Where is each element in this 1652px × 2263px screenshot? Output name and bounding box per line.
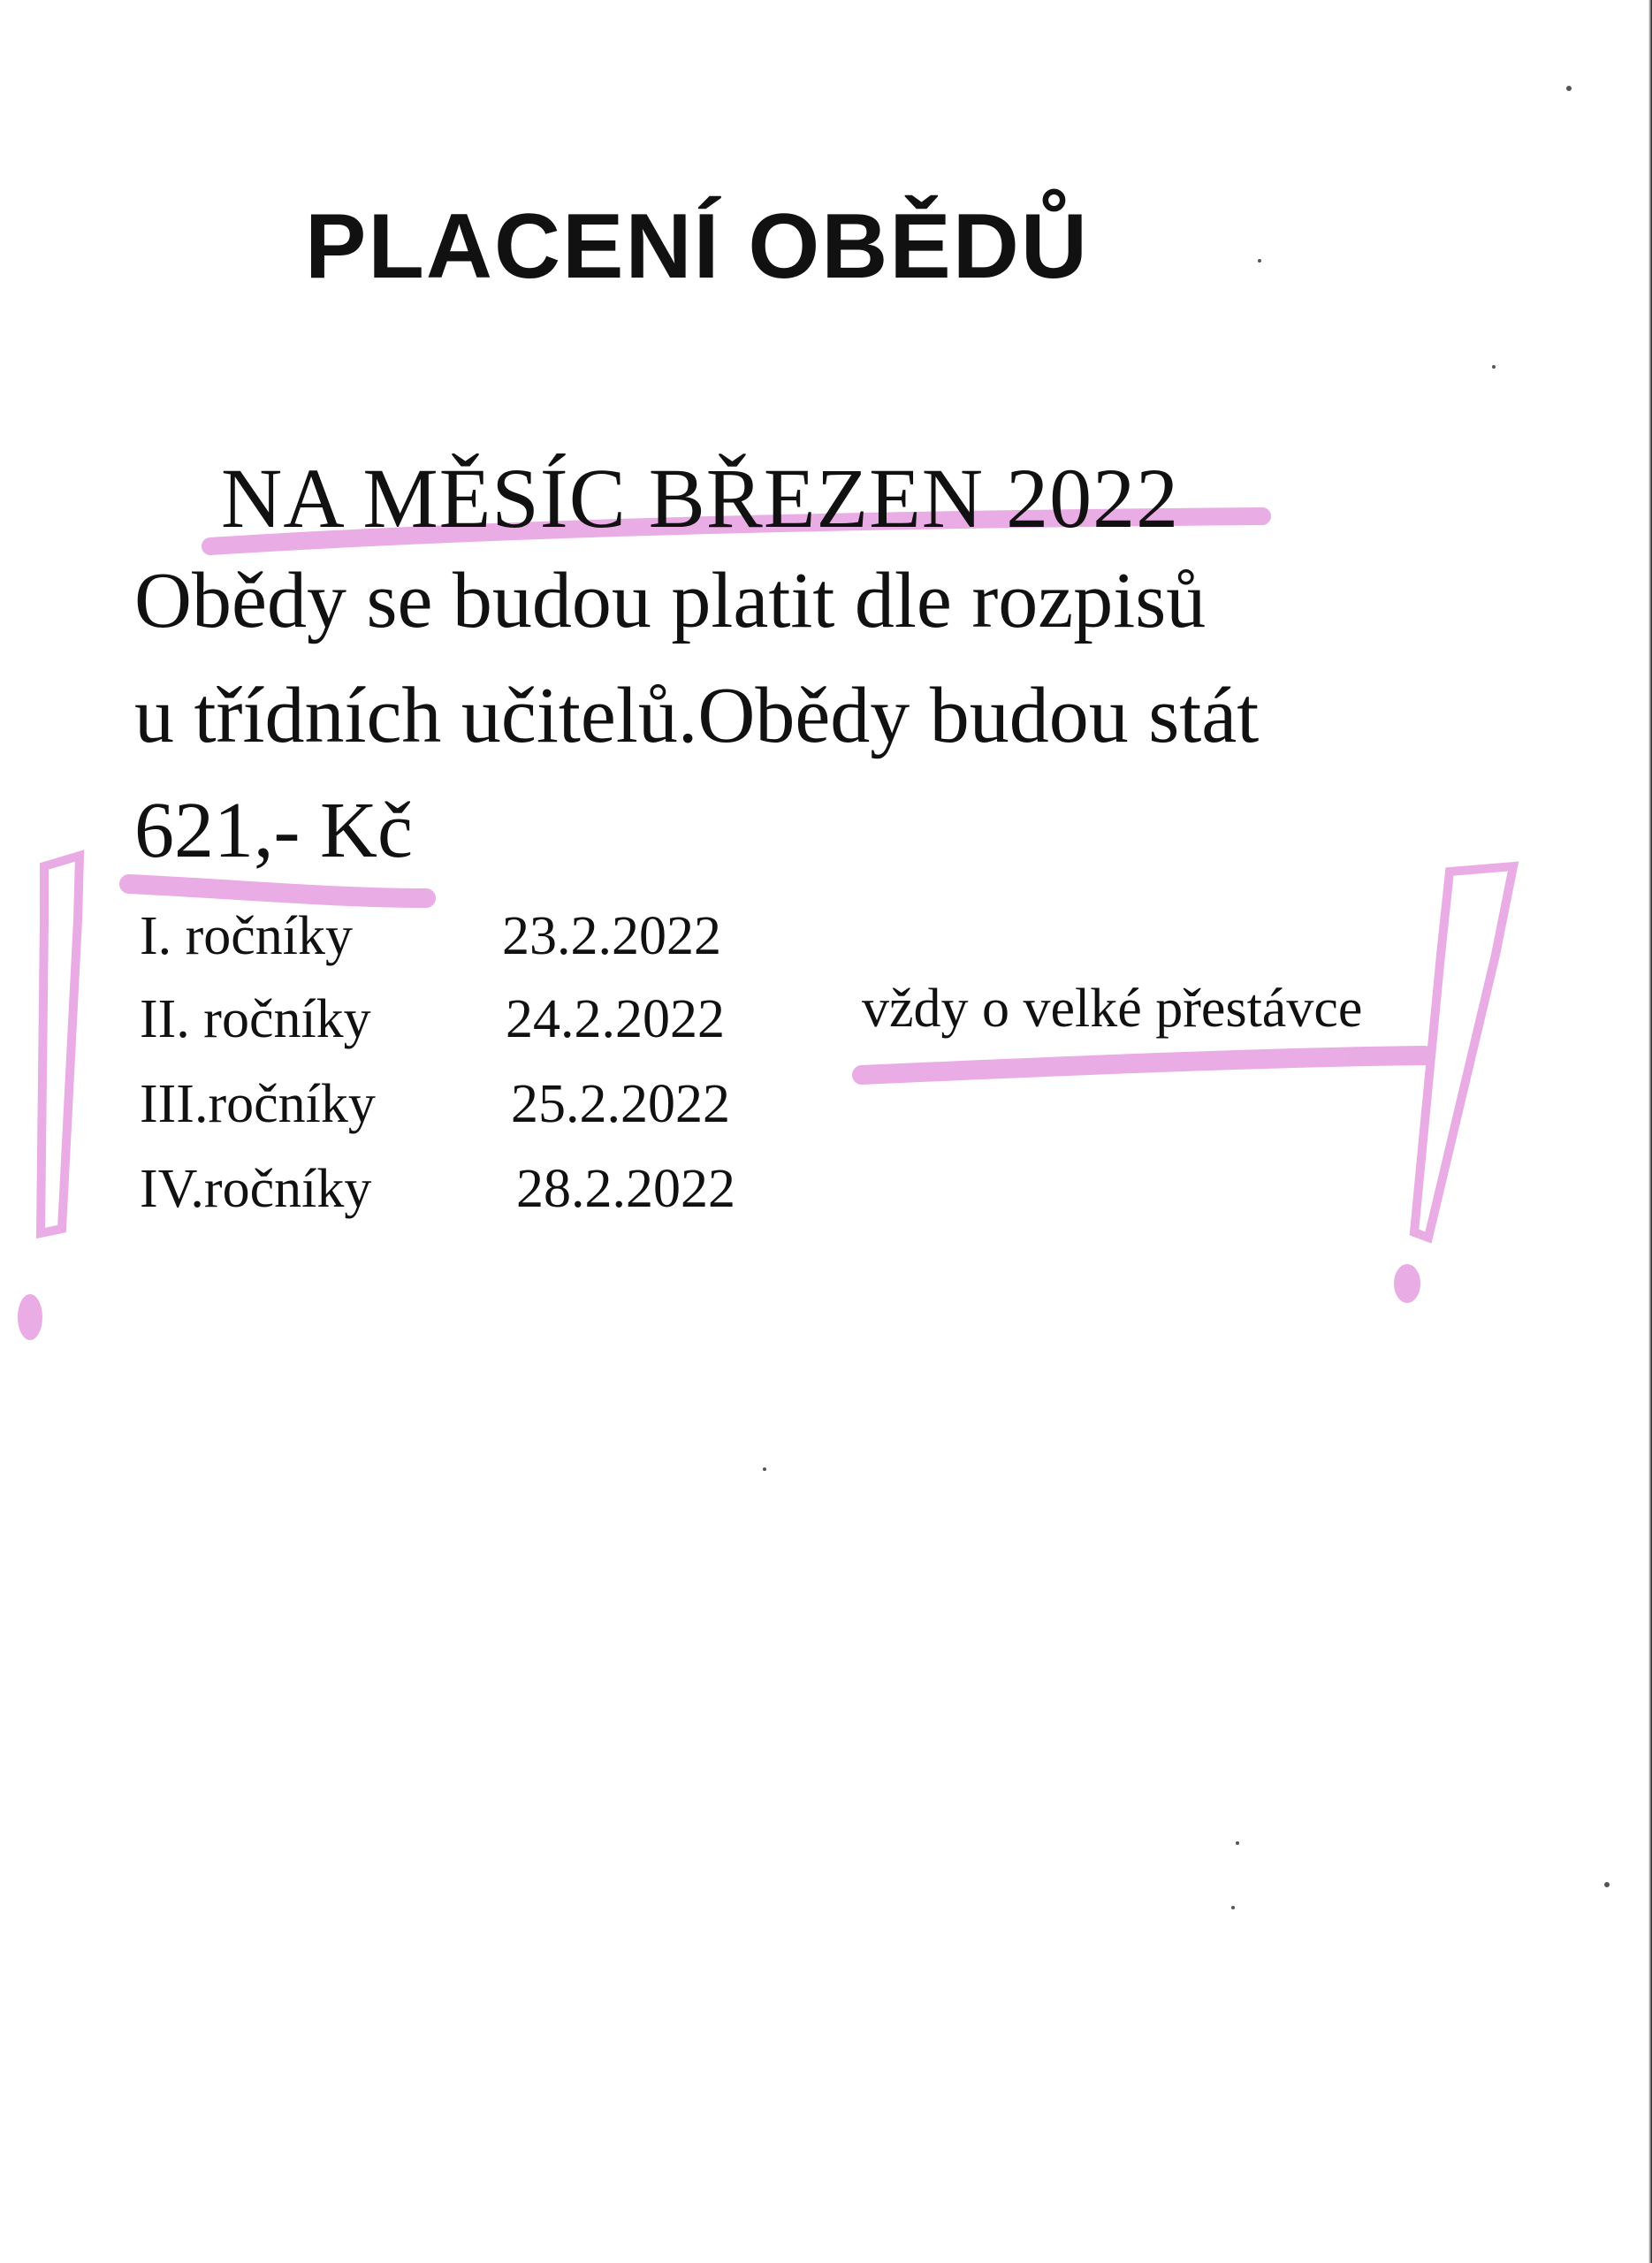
price-underline [129,884,426,898]
schedule-date: 24.2.2022 [506,989,725,1049]
scan-speck [763,1467,766,1471]
month-heading: NA MĚSÍC BŘEZEN 2022 [221,451,1180,545]
scan-speck [1492,365,1496,369]
schedule-date: 23.2.2022 [502,906,721,966]
scan-speck [1236,1841,1239,1845]
page-title: PLACENÍ OBĚDŮ [305,195,1089,298]
left-exclamation-dot [18,1294,42,1340]
left-exclamation-bar [41,856,80,1233]
scan-speck [1604,1882,1610,1887]
note-underline [862,1055,1425,1075]
schedule-note: vždy o velké přestávce [862,979,1363,1039]
right-exclamation-bar [1414,866,1513,1238]
schedule-grade: I. ročníky [140,906,354,966]
scan-speck [1566,86,1572,91]
scan-speck [1258,259,1261,263]
price-text: 621,- Kč [134,787,413,874]
schedule-date: 25.2.2022 [511,1074,730,1134]
right-exclamation-dot [1394,1264,1420,1303]
schedule-grade: II. ročníky [140,989,371,1049]
body-text-line-2: u třídních učitelů.Obědy budou stát [134,672,1260,759]
schedule-grade: IV.ročníky [140,1159,372,1219]
body-text-line-1: Obědy se budou platit dle rozpisů [134,557,1207,644]
schedule-date: 28.2.2022 [516,1159,735,1219]
schedule-grade: III.ročníky [140,1074,376,1134]
scan-speck [1231,1906,1235,1909]
